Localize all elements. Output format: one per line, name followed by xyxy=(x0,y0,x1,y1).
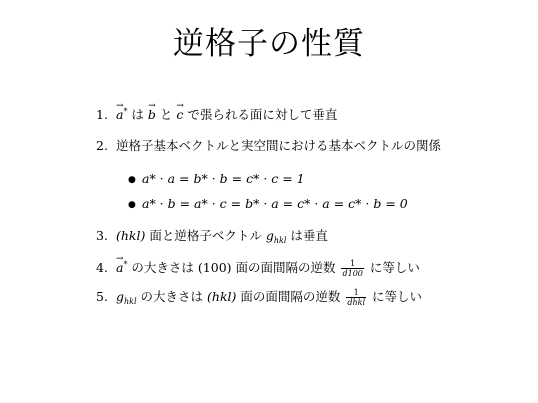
bullet-dot: ● xyxy=(128,175,136,185)
vector-b: → b xyxy=(148,107,156,123)
item-number: 1. xyxy=(96,107,108,122)
item-number: 5. xyxy=(96,289,108,304)
fraction-denominator: dhkl xyxy=(347,298,366,307)
item-text: 逆格子基本ベクトルと実空間における基本ベクトルの関係 xyxy=(116,138,442,153)
miller-index: (hkl) xyxy=(116,228,146,243)
fraction-numerator: 1 xyxy=(341,259,363,269)
item-text: に等しい xyxy=(365,260,420,275)
fraction xyxy=(341,259,363,278)
g-subscript: hkl xyxy=(124,297,137,306)
bullet-equation: a* · b = a* · c = b* · a = c* · a = c* · b = 0 xyxy=(142,196,408,211)
fraction xyxy=(346,288,366,307)
item-number: 4. xyxy=(96,260,108,275)
vector-a-star: → a xyxy=(116,260,123,276)
slide-title: 逆格子の性質 xyxy=(173,26,365,62)
fraction-numerator: 1 xyxy=(346,288,366,298)
list-item-3 xyxy=(96,228,328,244)
miller-index: (hkl) xyxy=(207,289,237,304)
vector-a-star: → a xyxy=(116,107,123,123)
plane-index: (100) xyxy=(197,260,232,275)
item-text: 面の面間隔の逆数 xyxy=(231,260,340,275)
item-text: の大きさは xyxy=(136,289,208,304)
bullet-dot: ● xyxy=(128,200,136,210)
list-item-5 xyxy=(96,288,422,307)
item-number: 2. xyxy=(96,138,108,153)
vector-c: → c xyxy=(176,107,183,123)
item-text: は垂直 xyxy=(286,228,328,243)
bullet-item-1 xyxy=(128,171,305,188)
list-item-1 xyxy=(96,107,337,123)
item-text: の大きさは xyxy=(127,260,198,275)
bullet-equation: a* · a = b* · b = c* · c = 1 xyxy=(142,171,305,186)
vector-g: g xyxy=(116,289,125,304)
list-item-2 xyxy=(96,138,441,154)
fraction-denominator: d100 xyxy=(342,269,363,278)
item-text: 面と逆格子ベクトル xyxy=(145,228,266,243)
item-number: 3. xyxy=(96,228,108,243)
vector-g: g xyxy=(265,228,274,243)
star-superscript: * xyxy=(123,107,128,116)
star-superscript: * xyxy=(123,260,128,269)
g-subscript: hkl xyxy=(273,236,287,245)
list-item-4 xyxy=(96,259,420,278)
item-text: 面の面間隔の逆数 xyxy=(236,289,345,304)
bullet-item-2 xyxy=(128,196,408,213)
item-text: で張られる面に対して垂直 xyxy=(183,107,338,122)
item-text: は xyxy=(127,107,148,122)
item-text: と xyxy=(155,107,177,122)
item-text: に等しい xyxy=(368,289,423,304)
